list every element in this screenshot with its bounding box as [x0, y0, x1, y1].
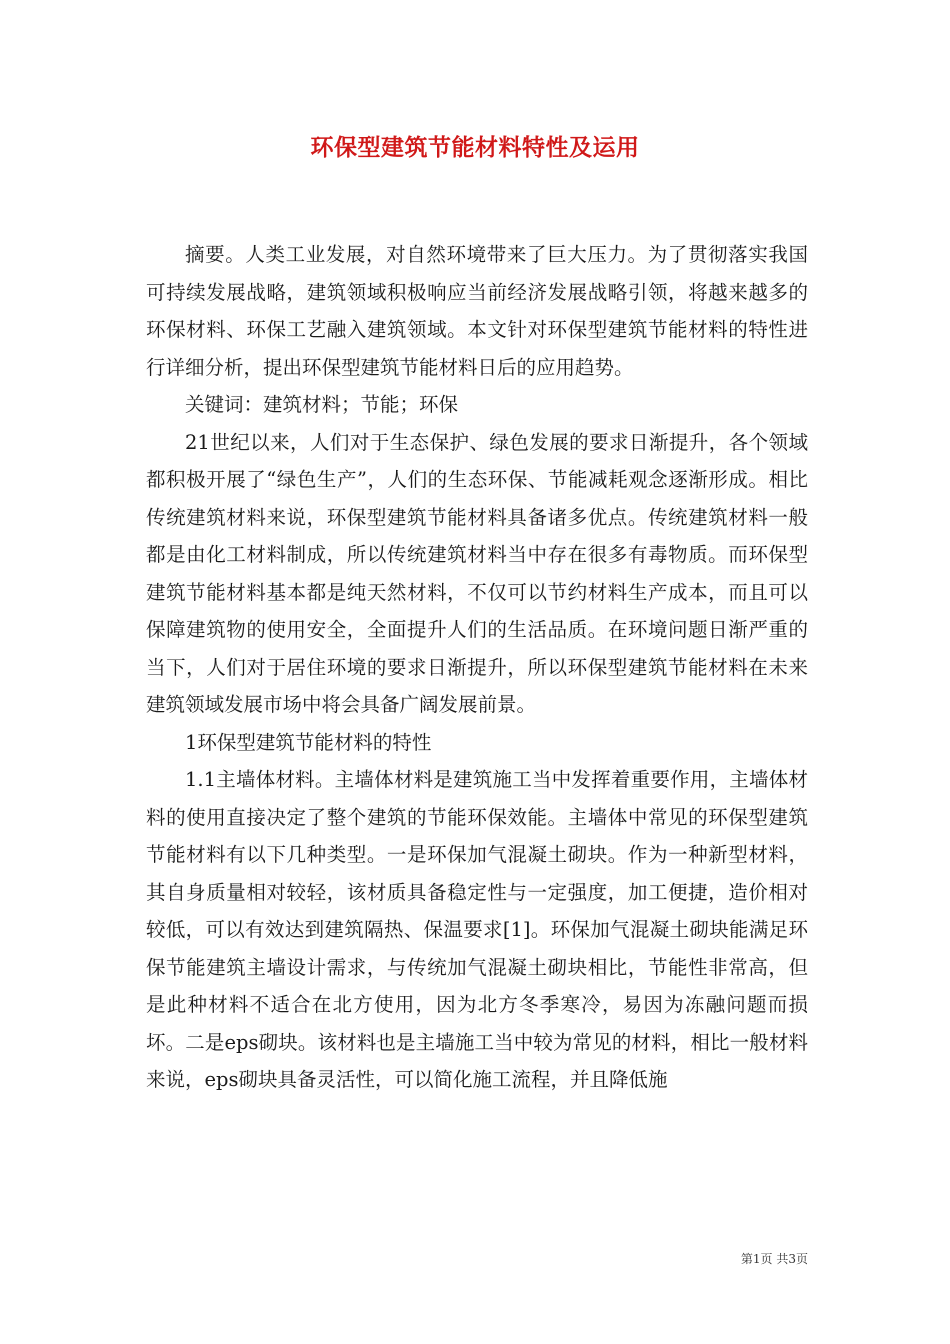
abstract-paragraph: 摘要。人类工业发展，对自然环境带来了巨大压力。为了贯彻落实我国可持续发展战略，建筑领域积极响应当前经济发展战略引领，将越来越多的环保材料、环保工艺融入建筑领域。本文针对环保型建筑节能材料的特性进行详细分析，提出环保型建筑节能材料日后的应用趋势。: [146, 243, 808, 379]
keywords-paragraph: 关键词：建筑材料；节能；环保: [185, 393, 459, 416]
intro-paragraph: 21世纪以来，人们对于生态保护、绿色发展的要求日渐提升，各个领域都积极开展了“绿色生产”，人们的生态环保、节能减耗观念逐渐形成。相比传统建筑材料来说，环保型建筑节能材料具备诸多优点。传统建筑材料一般都是由化工材料制成，所以传统建筑材料当中存在很多有毒物质。而环保型建筑节能材料基本都是纯天然材料，不仅可以节约材料生产成本，而且可以保障建筑物的使用安全，全面提升人们的生活品质。在环境问题日渐严重的当下，人们对于居住环境的要求日渐提升，所以环保型建筑节能材料在未来建筑领域发展市场中将会具备广阔发展前景。: [146, 430, 808, 716]
document-body: [146, 236, 808, 1099]
subsection-paragraph: 1.1主墙体材料。主墙体材料是建筑施工当中发挥着重要作用，主墙体材料的使用直接决定了整个建筑的节能环保效能。主墙体中常见的环保型建筑节能材料有以下几种类型。一是环保加气混凝土砌块。作为一种新型材料，其自身质量相对较轻，该材质具备稳定性与一定强度，加工便捷，造价相对较低，可以有效达到建筑隔热、保温要求[1]。环保加气混凝土砌块能满足环保节能建筑主墙设计需求，与传统加气混凝土砌块相比，节能性非常高，但是此种材料不适合在北方使用，因为北方冬季寒冷，易因为冻融问题而损坏。二是eps砌块。该材料也是主墙施工当中较为常见的材料，相比一般材料来说，eps砌块具备灵活性，可以简化施工流程，并且降低施: [146, 768, 808, 1091]
page-number: 第1页 共3页: [740, 1252, 808, 1266]
section-heading: 1环保型建筑节能材料的特性: [185, 730, 432, 754]
document-title: 环保型建筑节能材料特性及运用: [310, 134, 640, 161]
